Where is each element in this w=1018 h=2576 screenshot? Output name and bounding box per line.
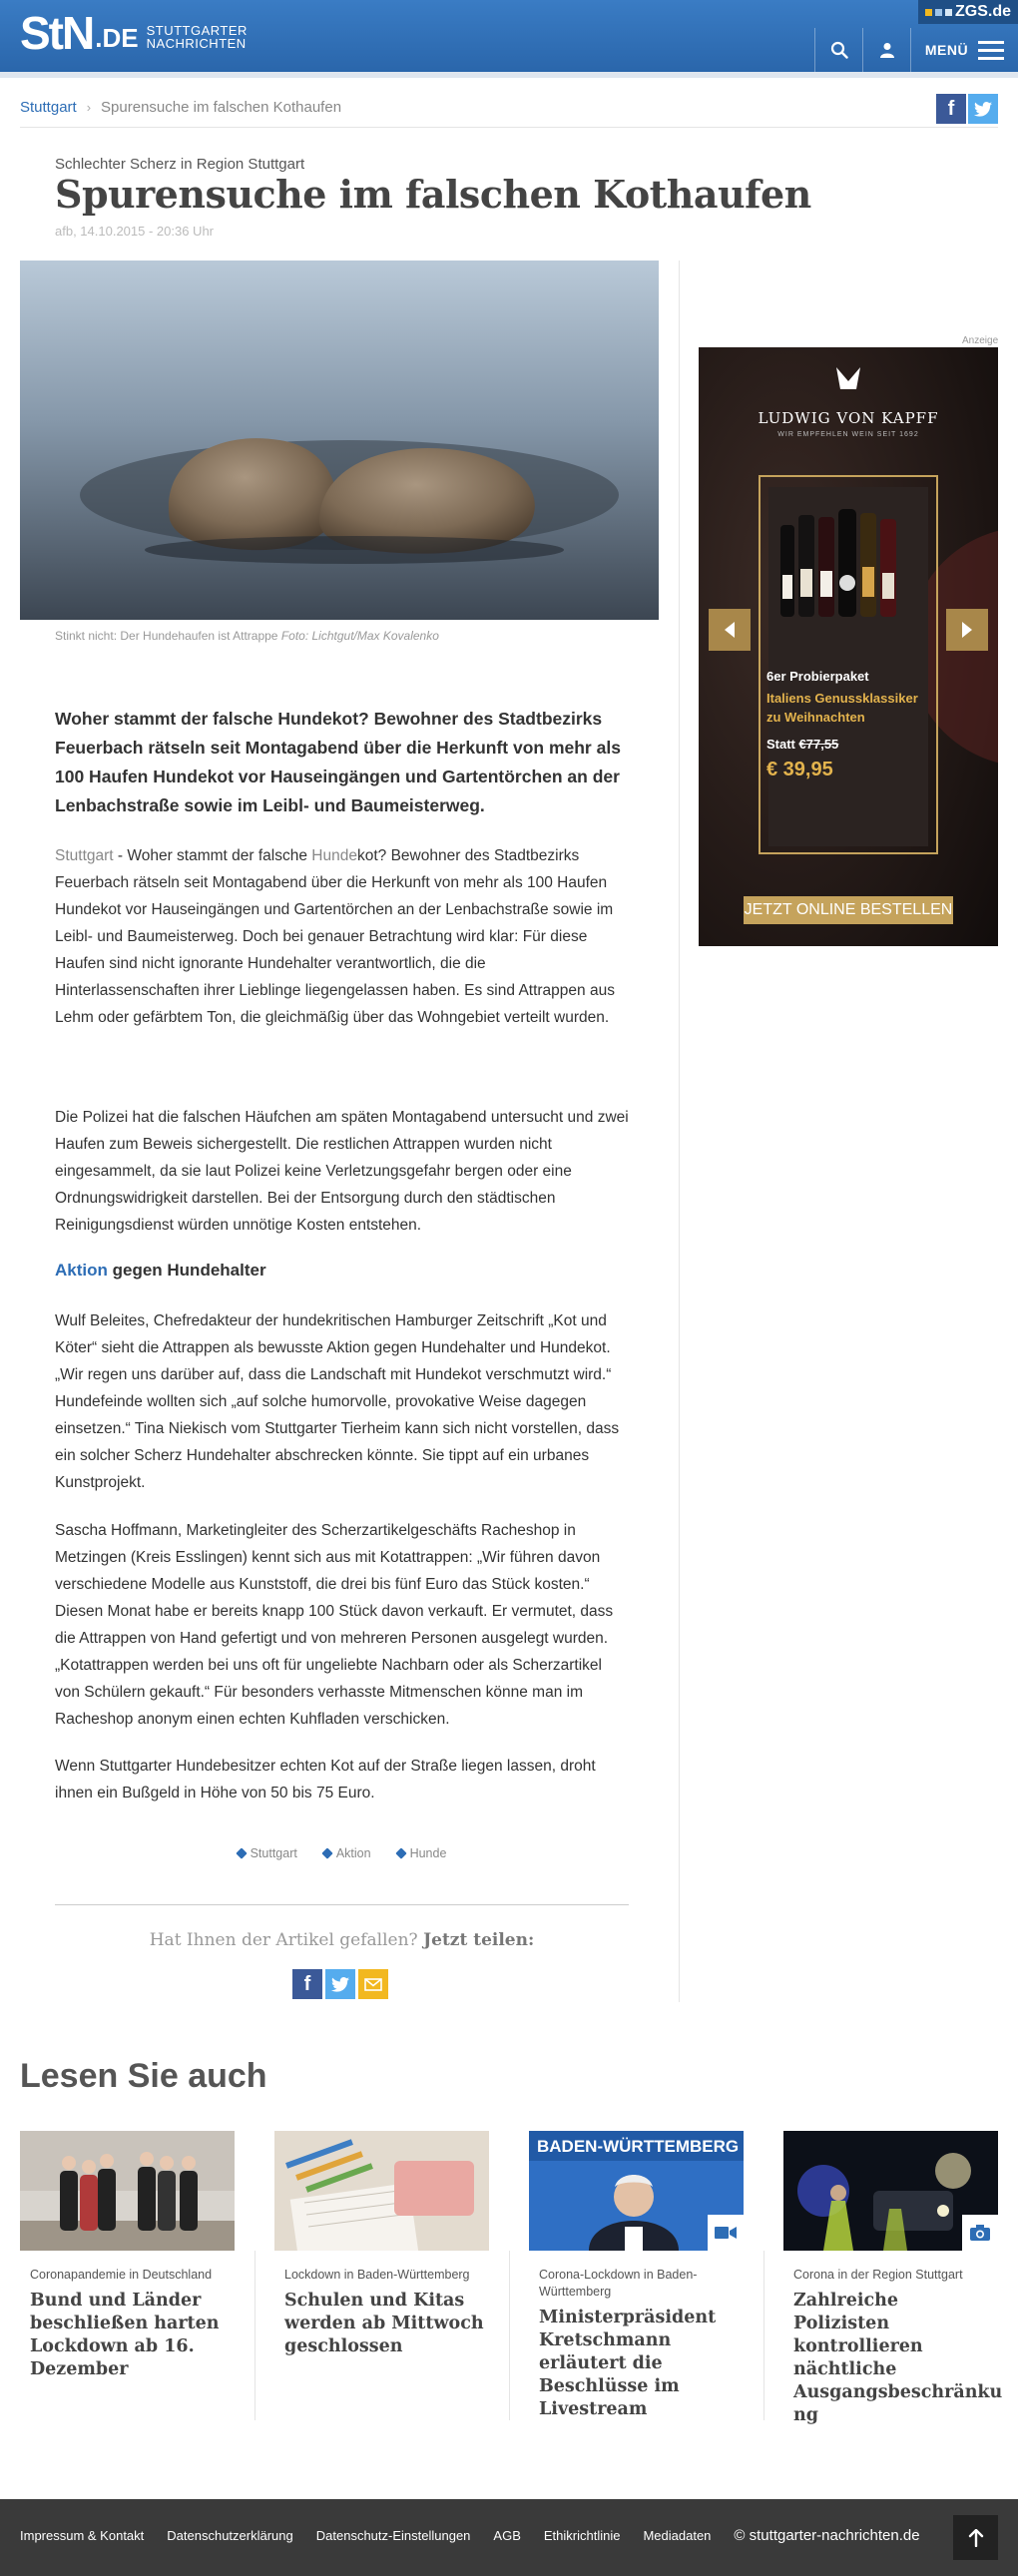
image-caption [55,629,439,643]
facebook-icon: f [303,1972,311,1995]
site-footer [0,2499,1018,2576]
article-paragraph-5: Wenn Stuttgarter Hundebesitzer echten Kot auf der Straße liegen lassen, droht ihnen ein Bußgeld in Höhe von 50 bis 75 Euro. [55,1758,596,1802]
share-bottom [292,1969,388,1999]
chevron-left-icon [723,621,737,639]
ad-price: € 39,95 [766,759,833,780]
inline-link-stuttgart[interactable]: Stuttgart [55,847,114,864]
mail-share-button[interactable] [358,1969,388,1999]
related-card-title: Schulen und Kitas werden ab Mittwoch geschlossen [284,2291,484,2356]
footer-link-impressum[interactable]: Impressum & Kontakt [20,2528,145,2543]
share-prompt [55,1930,629,1950]
twitter-share-button[interactable] [325,1969,355,1999]
ad-brand: LUDWIG VON KAPFF [758,409,939,427]
chevron-right-icon [960,621,974,639]
header-strip [0,72,1018,78]
breadcrumb-home-link[interactable]: Stuttgart [20,99,77,116]
ad-strike-price: €77,55 [798,737,839,752]
related-card-image [274,2131,489,2251]
related-card-kicker: Lockdown in Baden-Württemberg [284,2268,470,2282]
subheading-text: gegen Hundehalter [107,1261,266,1280]
related-card-title: Bund und Länder beschließen harten Lockdown ab 16. Dezember [30,2291,220,2379]
share-cta: Jetzt teilen: [423,1930,535,1950]
ad-next-button[interactable] [946,609,988,651]
footer-link-datenschutz-einstellungen[interactable]: Datenschutz-Einstellungen [315,2528,471,2543]
inline-link-hunde[interactable]: Hunde [311,847,357,864]
facebook-share-button[interactable] [292,1969,322,1999]
facebook-share-button[interactable] [936,94,966,124]
tag-label: Stuttgart [250,1846,297,1860]
chevron-right-icon: › [86,100,92,115]
related-card-title: Zahlreiche Polizisten kontrollieren nächtliche Ausgangsbeschränku ng [793,2291,1003,2425]
ad-offer-title: 6er Probierpaket [766,669,869,684]
photo-badge [962,2215,998,2251]
tag-label: Aktion [335,1846,371,1860]
ad-old-price [766,737,838,752]
related-card-kicker: Corona in der Region Stuttgart [793,2268,963,2282]
zgs-square-icon [935,9,942,16]
article-paragraph-3: Wulf Beleites, Chefredakteur der hundekritischen Hamburger Zeitschrift „Kot und Köter“ sieht die Attrappen als bewusste Aktion gegen Hundehalter und Hundekot. „Wir regen uns darüber auf, dass die Landschaft mit Hundekot verschmutzt wird.“ Hundefeinde wollten sich „auf solche humorvolle, provokative Weise dagegen einsetzen.“ Tina Niekisch vom Stuttgarter Tierheim kann sich nicht vorstellen, dass ein solcher Scherz Hundehalter abschrecken könnte. Sie tippt auf ein urbanes Kunstprojekt. [55,1312,620,1491]
hamburger-icon [978,41,1004,60]
search-button[interactable] [814,28,862,72]
zgs-link[interactable] [918,0,1018,24]
ad-product-frame [759,475,938,854]
hero-image[interactable] [20,260,659,620]
article-title: Spurensuche im falschen Kothaufen [55,172,811,217]
twitter-icon [331,1977,349,1992]
paragraph-text: kot? Bewohner des Stadtbezirks Feuerbach rätseln seit Montagabend über die Herkunft von mehr als 100 Haufen Hundekot vor Hauseingängen und Gartentörchen an der Lenbachstraße sowie im Leibl- und Baumeisterweg. Doch bei genauer Betrachtung wird klar: Für diese Haufen sind nicht ignorante Hundehalter verantwortlich, die die Hinterlassenschaften ihrer Lieblinge liegengelassen haben. Es sind Attrappen aus Lehm oder gefärbtem Ton, die gleichmäßig über das Wohngebiet verteilt wurden. [55,847,615,1026]
article-byline: afb, 14.10.2015 - 20:36 Uhr [55,224,215,239]
column-divider [679,260,680,2002]
tag-icon [395,1847,406,1858]
menu-label: MENÜ [924,42,969,58]
article-paragraph-1 [55,842,629,1031]
breadcrumb [20,88,998,128]
tag-label: Hunde [409,1846,447,1860]
related-heading: Lesen Sie auch [20,2057,267,2095]
video-badge [708,2215,744,2251]
article-paragraph-2: Die Polizei hat die falschen Häufchen am späten Montagabend untersucht und zwei Haufen zum Beweis sichergestellt. Die restlichen Attrappen wurden nicht eingesammelt, da sie laut Polizei keine Verletzungsgefahr bergen oder eine Ordnungswidrigkeit darstellen. Bei der Entsorgung durch den städtischen Reinigungsdienst würden unnötige Kosten entstehen. [55,1109,629,1234]
share-top [936,94,998,124]
logo-main: StN [20,7,94,59]
divider [55,1904,629,1905]
back-to-top-button[interactable] [953,2515,998,2560]
zgs-square-icon [945,9,952,16]
breadcrumb-current: Spurensuche im falschen Kothaufen [101,99,342,116]
related-card[interactable] [529,2131,744,2421]
ad-statt-label: Statt [766,737,795,752]
card-divider [509,2251,510,2420]
menu-button[interactable] [910,28,1018,72]
mail-icon [364,1978,382,1991]
search-icon [830,41,848,59]
ad-label: Anzeige [962,335,999,346]
share-question: Hat Ihnen der Artikel gefallen? [149,1930,418,1950]
article-kicker: Schlechter Scherz in Region Stuttgart [55,156,305,173]
footer-link-datenschutz[interactable]: Datenschutzerklärung [167,2528,293,2543]
camera-icon [970,2225,990,2241]
ad-brand-sub: WIR EMPFEHLEN WEIN SEIT 1692 [777,431,919,438]
related-card-image [20,2131,235,2251]
footer-link-ethik[interactable]: Ethikrichtlinie [543,2528,621,2543]
arrow-up-icon [968,2529,984,2547]
tag-icon [236,1847,247,1858]
twitter-share-button[interactable] [968,94,998,124]
zgs-label: ZGS.de [954,3,1011,20]
site-logo[interactable] [20,6,248,60]
footer-links [20,2527,920,2544]
related-card[interactable] [783,2131,1003,2427]
paragraph-text: - Woher stammt der falsche [113,847,312,864]
related-card[interactable] [20,2131,235,2381]
related-card[interactable] [274,2131,489,2358]
article-lead: Woher stammt der falsche Hundekot? Bewohner des Stadtbezirks Feuerbach rätseln seit Montagabend über die Herkunft von mehr als 100 Haufen Hundekot vor Hauseingängen und Gartentörchen an der Lenbachstraße sowie im Leibl- und Baumeisterweg. [55,709,621,815]
footer-link-mediadaten[interactable]: Mediadaten [643,2528,712,2543]
advertisement[interactable] [699,347,998,946]
footer-copyright: © stuttgarter-nachrichten.de [734,2527,920,2544]
zgs-square-icon [925,9,932,16]
tag-link[interactable] [323,1846,371,1860]
related-card-image [783,2131,998,2251]
footer-link-agb[interactable]: AGB [493,2528,521,2543]
related-card-title: Ministerpräsident Kretschmann erläutert die Beschlüsse im Livestream [539,2308,717,2419]
tag-link[interactable] [397,1846,447,1860]
related-card-kicker: Corona-Lockdown in Baden-Württemberg [539,2268,698,2299]
logo-sub-line-1: STUTTGARTER [146,23,248,38]
facebook-icon: f [947,97,955,120]
card-divider [254,2251,255,2420]
inline-link-aktion[interactable]: Aktion [55,1261,108,1280]
twitter-icon [974,102,992,117]
article-tags [55,1846,629,1860]
article-subheading [55,1261,266,1281]
user-icon [879,42,895,58]
video-camera-icon [715,2226,737,2240]
caption-text: Stinkt nicht: Der Hundehaufen ist Attrappe [55,629,278,643]
account-button[interactable] [862,28,910,72]
ad-prev-button[interactable] [709,609,751,651]
ad-cta-button[interactable]: JETZT ONLINE BESTELLEN [744,896,953,924]
ad-offer-sub: Italiens Genussklassiker zu Weihnachten [766,691,918,725]
logo-subtitle [147,24,248,50]
card-image-text: BADEN-WÜRTTEMBERG [537,2137,740,2156]
article-paragraph-4: Sascha Hoffmann, Marketingleiter des Scherzartikelgeschäfts Racheshop in Metzingen (Kreis Esslingen) kennt sich aus mit Kotattrappen: „Wir führen davon verschiedene Modelle aus Kunststoff, die drei bis fünf Euro das Stück kosten.“ Diesen Monat habe er bereits knapp 100 Stück davon verkauft. Er vermutet, dass die Attrappen von Hand gefertigt und von mehreren Personen ausgelegt wurden. „Kotattrappen werden bei uns oft für ungeliebte Nachbarn oder als Scherzartikel von Schülern gekauft.“ Für besonders verhasste Mitmenschen könne man im Racheshop anonym einen echten Kuhfladen verschicken. [55,1522,614,1728]
logo-sub-line-2: NACHRICHTEN [146,36,247,51]
caption-credit: Foto: Lichtgut/Max Kovalenko [280,629,439,643]
related-card-kicker: Coronapandemie in Deutschland [30,2268,213,2282]
tag-link[interactable] [238,1846,297,1860]
logo-de: .DE [95,23,139,53]
related-card-image [529,2131,744,2251]
tag-icon [321,1847,332,1858]
site-header [0,0,1018,72]
